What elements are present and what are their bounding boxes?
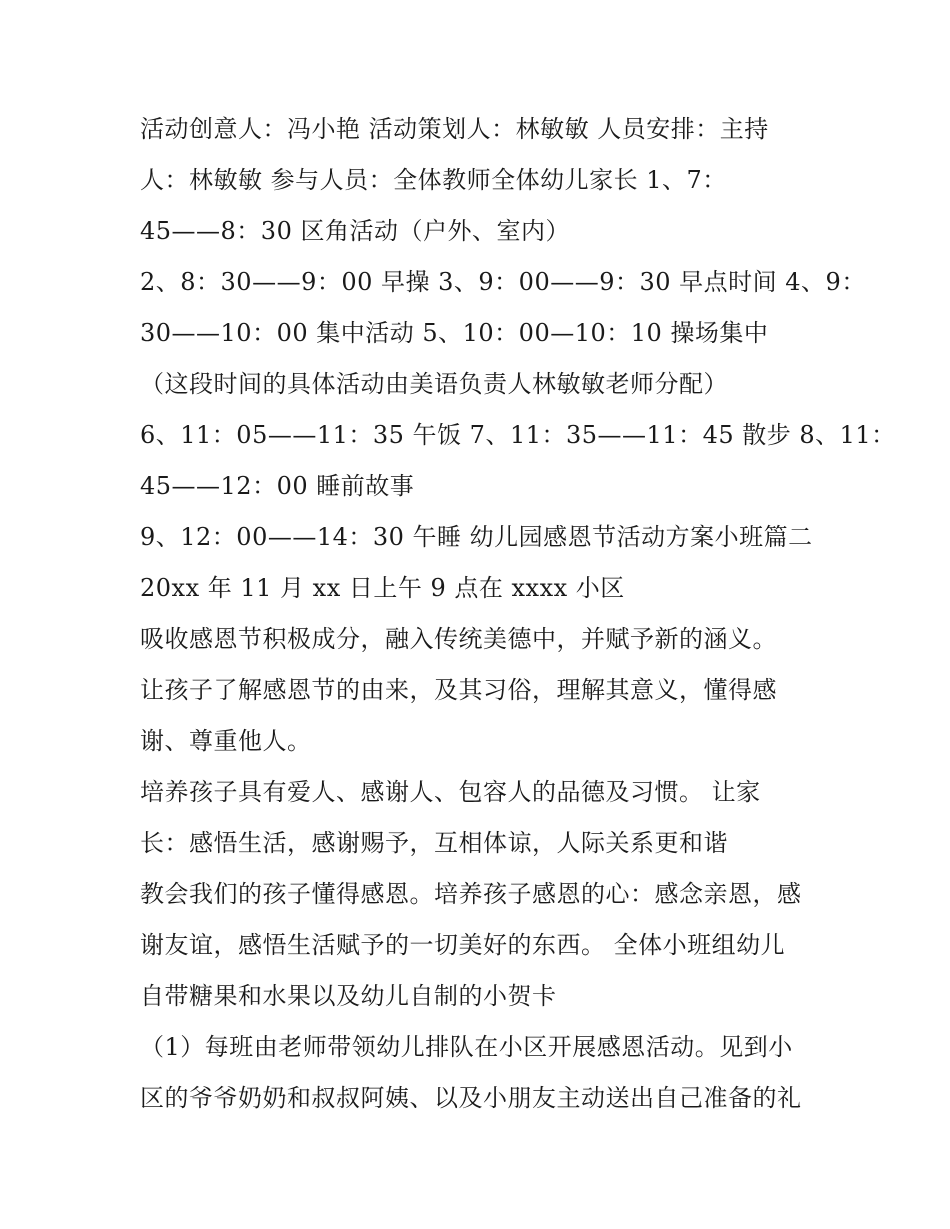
- text-line-16: 教会我们的孩子懂得感恩。培养孩子感恩的心：感念亲恩，感: [140, 880, 802, 908]
- text-line-19: （1）每班由老师带领幼儿排队在小区开展感恩活动。见到小: [140, 1033, 793, 1061]
- text-line-9: 9、12：00——14：30 午睡 幼儿园感恩节活动方案小班篇二: [140, 523, 813, 551]
- text-line-6: （这段时间的具体活动由美语负责人林敏敏老师分配）: [140, 370, 728, 398]
- document-body: [140, 104, 896, 1124]
- text-line-1: 活动创意人：冯小艳 活动策划人：林敏敏 人员安排：主持: [140, 115, 769, 143]
- text-line-14: 培养孩子具有爱人、感谢人、包容人的品德及习惯。 让家: [140, 778, 761, 806]
- text-line-2: 人：林敏敏 参与人员：全体教师全体幼儿家长 1、7：: [140, 166, 727, 194]
- text-line-15: 长：感悟生活，感谢赐予，互相体谅，人际关系更和谐: [140, 829, 728, 857]
- text-line-13: 谢、尊重他人。: [140, 727, 312, 755]
- text-line-11: 吸收感恩节积极成分，融入传统美德中，并赋予新的涵义。: [140, 625, 777, 653]
- text-line-4: 2、8：30——9：00 早操 3、9：00——9：30 早点时间 4、9：: [140, 268, 866, 296]
- text-line-7: 6、11：05——11：35 午饭 7、11：35——11：45 散步 8、11：: [140, 421, 896, 449]
- text-line-18: 自带糖果和水果以及幼儿自制的小贺卡: [140, 982, 557, 1010]
- text-line-5: 30——10：00 集中活动 5、10：00—10：10 操场集中: [140, 319, 769, 347]
- text-line-20: 区的爷爷奶奶和叔叔阿姨、以及小朋友主动送出自己准备的礼: [140, 1084, 802, 1112]
- text-line-17: 谢友谊，感悟生活赋予的一切美好的东西。 全体小班组幼儿: [140, 931, 786, 959]
- text-line-8: 45——12：00 睡前故事: [140, 472, 415, 500]
- text-line-3: 45——8：30 区角活动（户外、室内）: [140, 217, 570, 245]
- text-line-10: 20xx 年 11 月 xx 日上午 9 点在 xxxx 小区: [140, 574, 625, 602]
- text-line-12: 让孩子了解感恩节的由来，及其习俗，理解其意义，懂得感: [140, 676, 777, 704]
